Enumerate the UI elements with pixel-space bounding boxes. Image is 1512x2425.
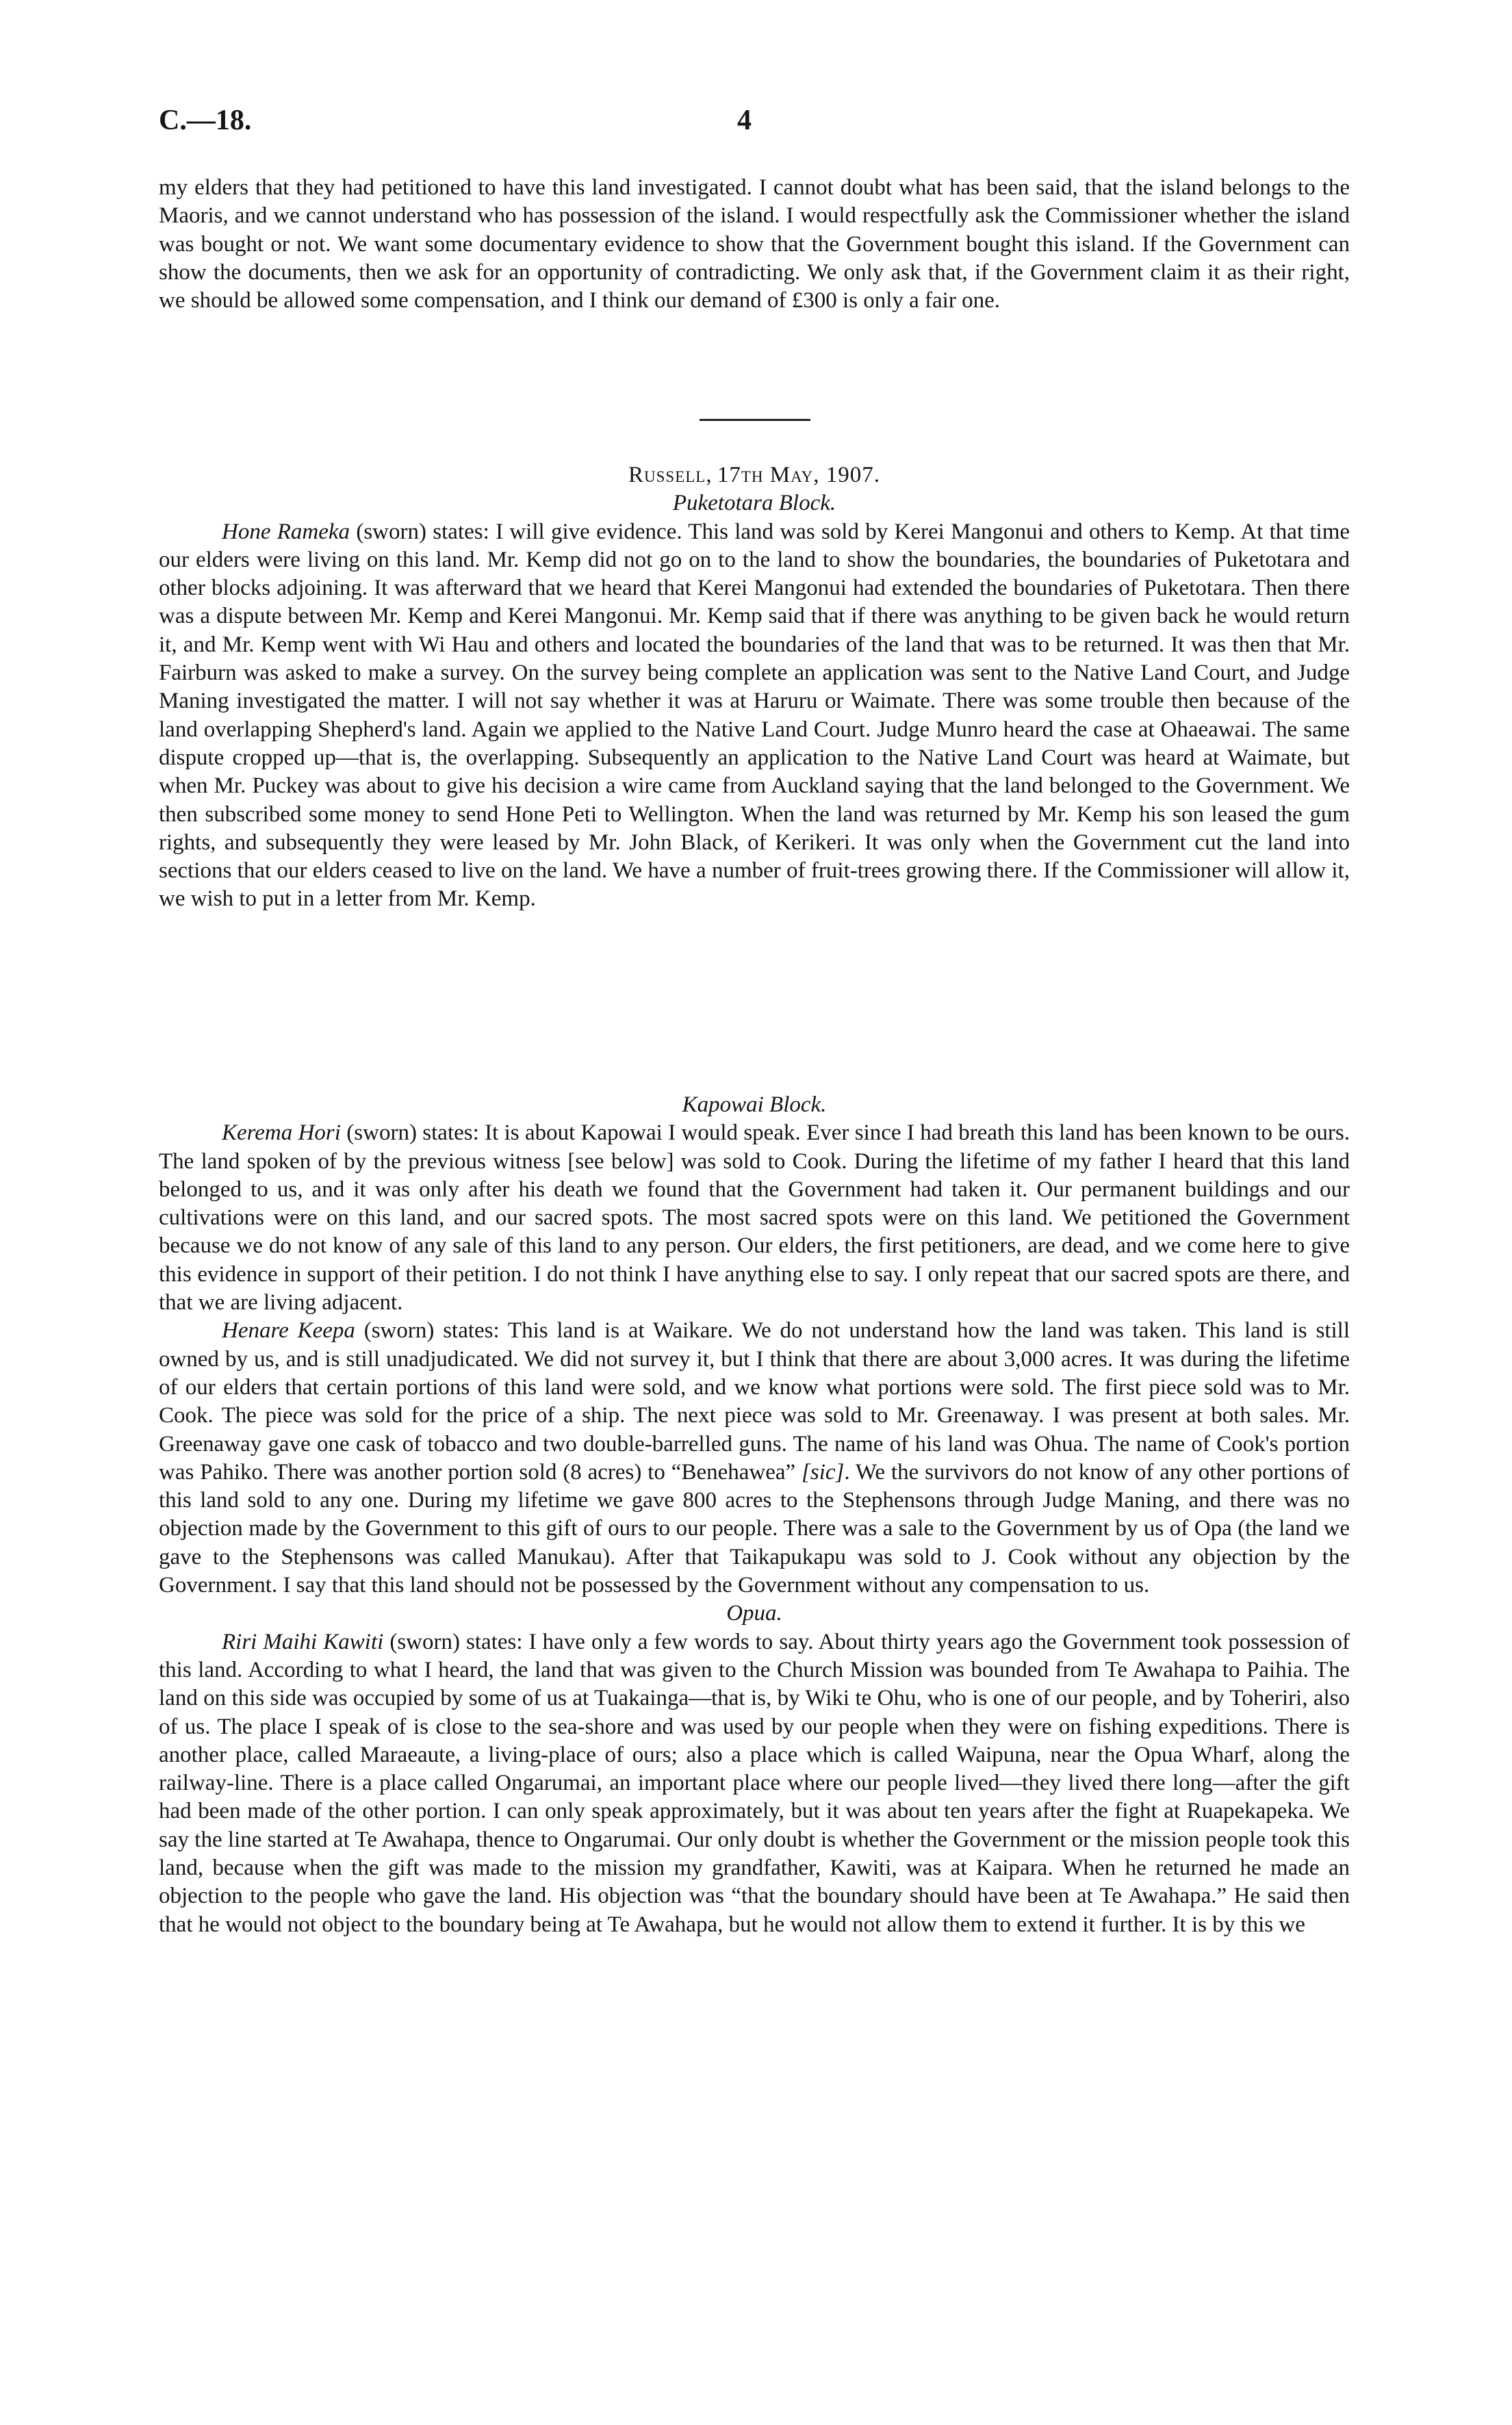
- testimony-text: (sworn) states: This land is at Waikare. We do not understand how the land was taken. This land is still owned by us, and is still unadjudicated. We did not survey it, but I think that there are about 3,000 acres. It was during the lifetime of our elders that certain portions of this land were sold, and we know what portions were sold. The first piece sold was to Mr. Cook. The piece was sold for the price of a ship. The next piece was sold to Mr. Greenaway. I was present at both sales. Mr. Greenaway gave one cask of tobacco and two double-barrelled guns. The name of his land was Ohua. The name of Cook's portion was Pahiko. There was another portion sold (8 acres) to “Benehawea”: [159, 1318, 1350, 1485]
- block-heading-puketotara: Puketotara Block.: [672, 491, 836, 516]
- testimony-text: (sworn) states: I will give evidence. This land was sold by Kerei Mangonui and others to Kemp. At that time our elders were living on this land. Mr. Kemp did not go on to the land to show the boundaries, the boundaries of Puketotara and other blocks adjoining. It was afterward that we heard that Kerei Mangonui had extended the boundaries of Puketotara. Then there was a dispute between Mr. Kemp and Kerei Mangonui. Mr. Kemp said that if there was anything to be given back he would return it, and Mr. Kemp went with Wi Hau and others and located the boundaries of the land that was to be returned. It was then that Mr. Fairburn was asked to make a survey. On the survey being complete an application was sent to the Native Land Court, and Judge Maning investigated the matter. I will not say whether it was at Haruru or Waimate. There was some trouble then because of the land overlapping Shepherd's land. Again we applied to the Native Land Court. Judge Munro heard the case at Ohaeawai. The same dispute cropped up—that is, the overlapping. Subsequently an application to the Native Land Court was heard at Waimate, but when Mr. Puckey was about to give his decision a wire came from Auckland saying that the land belonged to the Government. We then subscribed some money to send Hone Peti to Wellington. When the land was returned by Mr. Kemp his son leased the gum rights, and subsequently they were leased by Mr. John Black, of Kerikeri. It was only when the Government cut the land into sections that our elders ceased to live on the land. We have a number of fruit-trees growing there. If the Commissioner will allow it, we wish to put in a letter from Mr. Kemp.: [159, 519, 1350, 912]
- intro-paragraph: my elders that they had petitioned to have this land investigated. I cannot doubt what has been said, that the island belongs to the Maoris, and we cannot understand who has possession of the island. I would respectfully ask the Commissioner whether the island was bought or not. We want some documentary evidence to show that the Government bought this island. If the Government can show the documents, then we ask for an opportunity of contradicting. We only ask that, if the Government claim it as their right, we should be allowed some compensation, and I think our demand of £300 is only a fair one.: [159, 175, 1350, 313]
- testimony-paragraph: [159, 1628, 1350, 1939]
- witness-name: Kerema Hori: [222, 1120, 341, 1146]
- session-place: Russell: [628, 463, 706, 487]
- testimony-text: (sworn) states: It is about Kapowai I would speak. Ever since I had breath this land has been known to be ours. The land spoken of by the previous witness [see below] was sold to Cook. During the lifetime of my father I heard that this land belonged to us, and it was only after his death we found that the Government had taken it. Our permanent buildings and our cultivations were on this land, and our sacred spots. The most sacred spots were on this land. We petitioned the Government because we do not know of any sale of this land to any person. Our elders, the first petitioners, are dead, and we come here to give this evidence in support of their petition. I do not think I have anything else to say. I only repeat that our sacred spots are there, and that we are living adjacent.: [159, 1120, 1350, 1316]
- testimony-text: . We the survivors do not know of any other portions of this land sold to any one. During my lifetime we gave 800 acres to the Stephensons through Judge Maning, and there was no objection made by the Government to this gift of ours to our people. There was a sale to the Government by us of Opa (the land we gave to the Stephensons was called Manukau). After that Taikapukapu was sold to J. Cook without any objection by the Government. I say that this land should not be possessed by the Government without any compensation to us.: [159, 1459, 1350, 1598]
- page-header: [159, 104, 1350, 145]
- session-section: [159, 461, 1350, 914]
- block-heading-opua: Opua.: [726, 1601, 782, 1626]
- witness-name: Hone Rameka: [222, 519, 350, 544]
- testimony-paragraph: [159, 1317, 1350, 1600]
- section-divider: [700, 419, 810, 421]
- session-heading: Russell, 17th May, 1907.: [628, 463, 880, 487]
- block-heading-kapowai: Kapowai Block.: [682, 1092, 827, 1117]
- testimony-paragraph: [159, 518, 1350, 914]
- intro-section: [159, 174, 1350, 315]
- page-number: 4: [737, 105, 752, 136]
- testimony-paragraph: [159, 1119, 1350, 1317]
- testimony-text: (sworn) states: I have only a few words to say. About thirty years ago the Government took possession of this land. According to what I heard, the land that was given to the Church Mission was bounded from Te Awahapa to Paihia. The land on this side was occupied by some of us at Tuakainga—that is, by Wiki te Ohu, who is one of our people, and by Toheriri, also of us. The place I speak of is close to the sea-shore and was used by our people when they were on fishing expeditions. There is another place, called Maraeaute, a living-place of ours; also a place which is called Waipuna, near the Opua Wharf, along the railway-line. There is a place called Ongarumai, an important place where our people lived—they lived there long—after the gift had been made of the other portion. I can only speak approximately, but it was about ten years after the fight at Ruapekapeka. We say the line started at Te Awahapa, thence to Ongarumai. Our only doubt is whether the Government or the mission people took this land, because when the gift was made to the mission my grandfather, Kawiti, was at Kaipara. When he returned he made an objection to the people who gave the land. His objection was “that the boundary should have been at Te Awahapa.” He said then that he would not object to the boundary being at Te Awahapa, but he would not allow them to extend it further. It is by this we: [159, 1629, 1350, 1937]
- witness-name: Henare Keepa: [222, 1318, 355, 1344]
- witness-name: Riri Maihi Kawiti: [222, 1629, 384, 1654]
- kapowai-section: [159, 1091, 1350, 1939]
- session-date: 17th May, 1907.: [717, 463, 880, 487]
- sic-note: [sic]: [802, 1459, 845, 1485]
- document-code: C.—18.: [159, 105, 252, 136]
